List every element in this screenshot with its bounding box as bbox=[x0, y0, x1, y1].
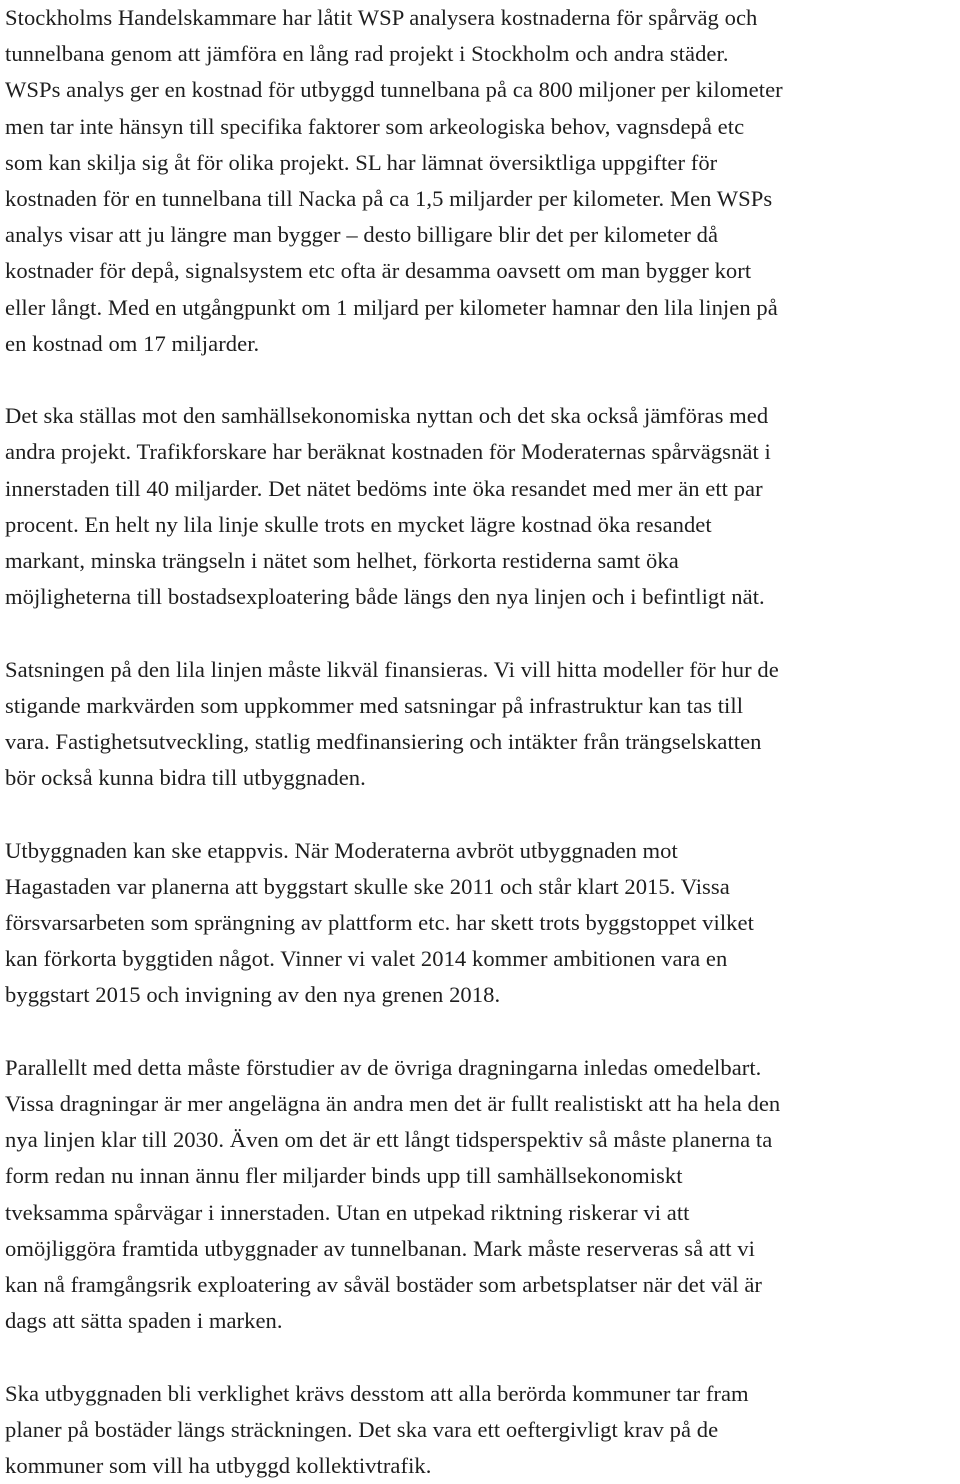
paragraph-staged-construction: Utbyggnaden kan ske etappvis. När Moderaterna avbröt utbyggnaden mot Hagastaden var planerna att byggstart skulle ske 2011 och står klart 2015. Vissa försvarsarbeten som sprängning av plattform etc. har skett trots byggstoppet vilket kan förkorta byggtiden något. Vinner vi valet 2014 kommer ambitionen vara en byggstart 2015 och invigning av den nya grenen 2018. bbox=[5, 837, 754, 1008]
paragraph-societal-benefit: Det ska ställas mot den samhällsekonomiska nyttan och det ska också jämföras med andra projekt. Trafikforskare har beräknat kostnaden för Moderaternas spårvägsnät i innerstaden till 40 miljarder. Det nätet bedöms inte öka resandet med mer än ett par procent. En helt ny lila linje skulle trots en mycket lägre kostnad öka resandet markant, minska trängseln i nätet som helhet, förkorta restiderna samt öka möjligheterna till bostadsexploatering både längs den nya linjen och i befintligt nät. bbox=[5, 403, 771, 610]
paragraph-preliminary-studies: Parallellt med detta måste förstudier av de övriga dragningarna inledas omedelbart. Vissa dragningar är mer angelägna än andra men det är fullt realistiskt att ha hela den nya linjen klar till 2030. Även om det är ett långt tidsperspektiv så måste planerna ta form redan nu innan ännu fler miljarder binds upp till samhällsekonomiskt tveksamma spårvägar i innerstaden. Utan en utpekad riktning riskerar vi att omöjliggöra framtida utbyggnader av tunnelbanan. Mark måste reserveras så att vi kan nå framgångsrik exploatering av såväl bostäder som arbetsplatser när det väl är dags att sätta spaden i marken. bbox=[5, 1054, 781, 1334]
paragraph-financing: Satsningen på den lila linjen måste likväl finansieras. Vi vill hitta modeller för hur de stigande markvärden som uppkommer med satsningar på infrastruktur kan tas till vara. Fastighetsutveckling, statlig medfinansiering och intäkter från trängselskatten bör också kunna bidra till utbyggnaden. bbox=[5, 656, 779, 791]
paragraph-municipal-requirements: Ska utbyggnaden bli verklighet krävs desstom att alla berörda kommuner tar fram planer på bostäder längs sträckningen. Det ska vara ett oeftergivligt krav på de kommuner som vill ha utbyggd kollektivtrafik. bbox=[5, 1380, 749, 1479]
document-body bbox=[5, 0, 957, 1484]
paragraph-cost-analysis: Stockholms Handelskammare har låtit WSP analysera kostnaderna för spårväg och tunnelbana genom att jämföra en lång rad projekt i Stockholm och andra städer. WSPs analys ger en kostnad för utbyggd tunnelbana på ca 800 miljoner per kilometer men tar inte hänsyn till specifika faktorer som arkeologiska behov, vagnsdepå etc som kan skilja sig åt för olika projekt. SL har lämnat översiktliga uppgifter för kostnaden för en tunnelbana till Nacka på ca 1,5 miljarder per kilometer. Men WSPs analys visar att ju längre man bygger – desto billigare blir det per kilometer då kostnader för depå, signalsystem etc ofta är desamma oavsett om man bygger kort eller långt. Med en utgångpunkt om 1 miljard per kilometer hamnar den lila linjen på en kostnad om 17 miljarder. bbox=[5, 5, 783, 356]
